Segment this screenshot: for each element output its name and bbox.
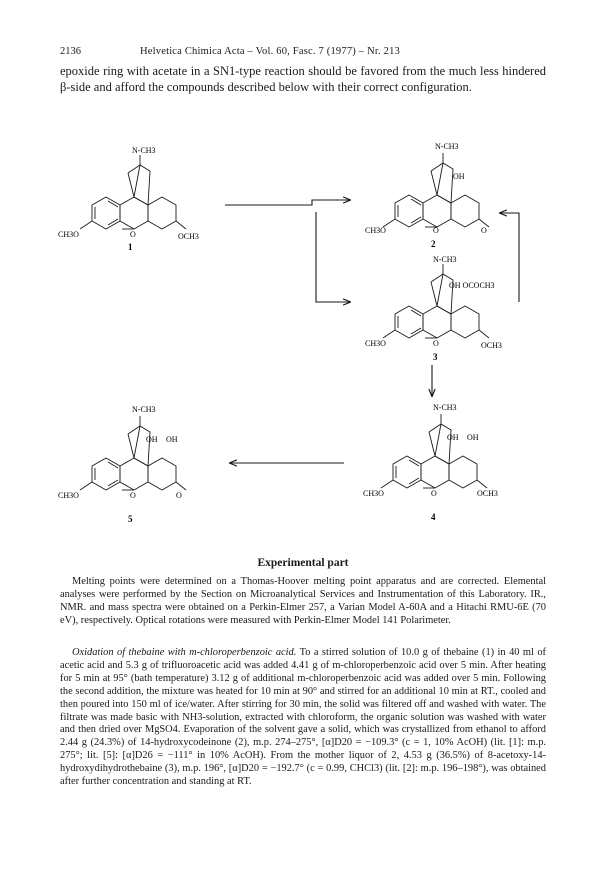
compound-1-label-ome: OCH3 <box>178 232 199 241</box>
experimental-paragraph-1: Melting points were determined on a Thomas-Hoover melting point apparatus and are corrected. Elemental analyses were performed by the Section on Microanalytical Services and Instrumentation of this Laboratory. IR., NMR. and mass spectra were obtained on a Perkin-Elmer 257, a Varian Model A-60A and a Hitachi RMU-6E (70 eV), respectively. Optical rotations were measured with Perkin-Elmer Model 141 Polarimeter. <box>60 576 546 626</box>
compound-2-number: 2 <box>431 239 436 249</box>
compound-3-number: 3 <box>433 352 438 362</box>
compound-4-label-oh-2: OH <box>467 433 479 442</box>
compound-4-label-n: N-CH3 <box>433 403 457 412</box>
compound-5-label-oh-1: OH <box>146 435 158 444</box>
compound-5-label-keto: O <box>176 491 182 500</box>
compound-3-label-oh-oac: OH OCOCH3 <box>449 281 495 290</box>
arrow-1-to-2 <box>225 200 350 205</box>
arrow-3-to-2 <box>500 213 519 302</box>
compound-1-label-meo: CH3O <box>58 230 79 239</box>
compound-2-label-keto: O <box>481 226 487 235</box>
compound-2-label-meo: CH3O <box>365 226 386 235</box>
compound-3-label-meo: CH3O <box>365 339 386 348</box>
compound-5-number: 5 <box>128 514 133 524</box>
compound-5-label-oh-2: OH <box>166 435 178 444</box>
compound-1-number: 1 <box>128 242 133 252</box>
compound-4-label-oh-1: OH <box>447 433 459 442</box>
paragraph-2-title: Oxidation of thebaine with m-chloroperbenzoic acid. <box>72 647 297 658</box>
compound-4-number: 4 <box>431 512 436 522</box>
compound-5-label-n: N-CH3 <box>132 405 156 414</box>
compound-4-label-ome: OCH3 <box>477 489 498 498</box>
compound-3-label-ome: OCH3 <box>481 341 502 350</box>
page-number: 2136 <box>60 46 81 57</box>
paragraph-2-body: To a stirred solution of 10.0 g of thebaine (1) in 40 ml of acetic acid and 5.3 g of trifluoroacetic acid was added 4.41 g of m-chloroperbenzoic acid over 5 min. After heating for 5 min at 95° (bath temperature) 3.12 g of additional m-chloroperbenzoic acid was added over 5 min. Following the second addition, the mixture was heated for 10 min at 90° and stirred for an additional 10 min at RT., cooled and then poured into 150 ml of ice/water. After stirring for 30 min, the solid was filtered off and washed with water. The filtrate was made basic with NH3-solution, extracted with chloroform, the organic solution was washed with water and then dried over MgSO4. Evaporation of the solvent gave a solid, which was crystallized from ethanol to afford 2.44 g (24.3%) of 14-hydroxycodeinone (2), m.p. 274–275°, [α]D20 = −109.3° (c = 1, 10% AcOH) (lit. [1]: m.p. 275°; lit. [5]: [α]D26 = −111° in 10% AcOH). From the mother liquor of 2, 4.53 g (36.5%) of 8-acetoxy-14-hydroxydihydrothebaine (3), m.p. 196°, [α]D20 = −192.7° (c = 0.99, CHCl3) (lit. [2]: m.p. 196–198°), was obtained after further concentration and standing at RT. <box>60 647 546 788</box>
compound-5-label-meo: CH3O <box>58 491 79 500</box>
compound-1-label-n: N-CH3 <box>132 146 156 155</box>
experimental-paragraph-2 <box>60 647 546 789</box>
compound-4-structure <box>363 403 498 522</box>
compound-2-label-n: N-CH3 <box>435 142 459 151</box>
compound-2-label-oh: OH <box>453 172 465 181</box>
running-header: Helvetica Chimica Acta – Vol. 60, Fasc. 7 (1977) – Nr. 213 <box>140 46 400 57</box>
intro-paragraph: epoxide ring with acetate in a SN1-type reaction should be favored from the much less hindered β-side and afford the compounds described below with their correct configuration. <box>60 64 546 94</box>
compound-4-label-meo: CH3O <box>363 489 384 498</box>
compound-2-label-o: O <box>433 226 439 235</box>
compound-3-label-o: O <box>433 339 439 348</box>
compound-4-label-o: O <box>431 489 437 498</box>
compound-3-label-n: N-CH3 <box>433 255 457 264</box>
compound-1-structure <box>58 146 199 252</box>
compound-5-structure <box>58 405 186 524</box>
compound-1-label-o: O <box>130 230 136 239</box>
arrow-1-to-3 <box>316 212 350 302</box>
compound-5-label-o: O <box>130 491 136 500</box>
compound-2-structure <box>365 142 489 249</box>
compound-3-structure <box>365 255 502 362</box>
experimental-heading: Experimental part <box>257 557 349 569</box>
